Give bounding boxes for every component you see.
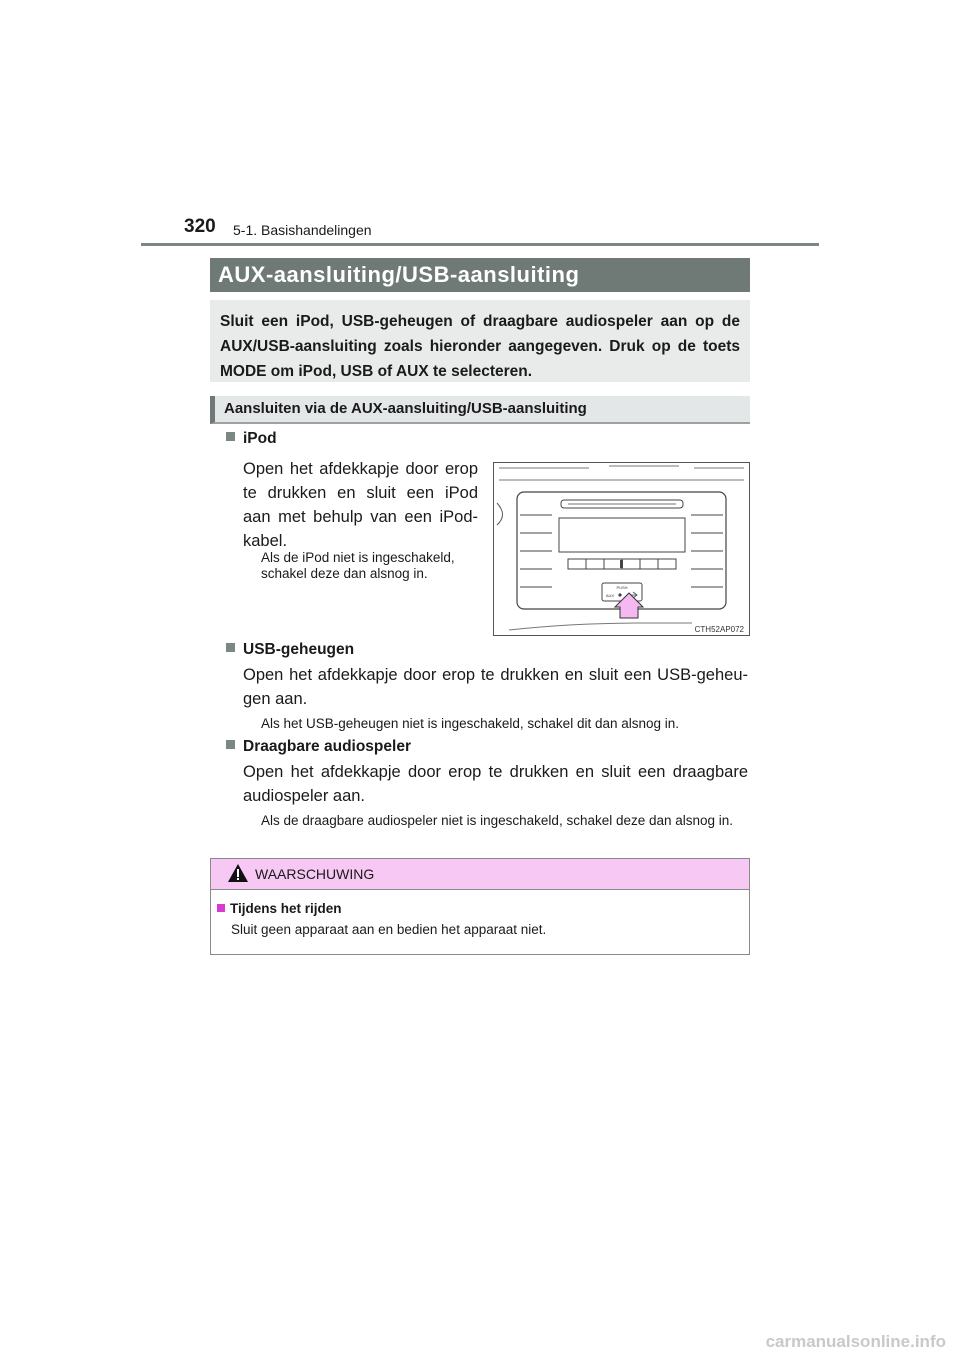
warning-item-text: Sluit geen apparaat aan en bedien het apparaat niet. (231, 922, 547, 937)
warning-header (211, 859, 749, 890)
item-note-usb: Als het USB-geheugen niet is ingeschakeld, schakel dit dan alsnog in. (261, 716, 680, 731)
watermark: carmanualsonline.info (765, 1332, 946, 1351)
item-heading-portable: Draagbare audiospeler (226, 738, 411, 756)
bullet-square-icon (226, 432, 235, 441)
item-note-ipod: Als de iPod niet is ingeschakeld, schakel deze dan alsnog in. (261, 550, 455, 581)
warning-label: WAARSCHUWING (255, 866, 375, 882)
item-note-portable: Als de draagbare audiospeler niet is ingeschakeld, schakel deze dan alsnog in. (261, 813, 734, 828)
panel-label: PUSH (616, 585, 628, 590)
warning-item-heading: Tijdens het rijden (217, 901, 342, 916)
item-text-usb: Open het afdekkapje door erop te drukken en sluit een USB-geheu-gen aan. (243, 666, 748, 708)
page-number: 320 (184, 216, 216, 237)
jack-label: AUX (605, 593, 615, 598)
item-heading-ipod: iPod (226, 430, 277, 448)
figure-code: CTH52AP072 (694, 625, 744, 634)
audio-unit-illustration (494, 463, 749, 635)
item-text-portable: Open het afdekkapje door erop te drukken en sluit een draagbare audiospeler aan. (243, 763, 748, 805)
intro-box: Sluit een iPod, USB-geheugen of draagbare audiospeler aan op de AUX/USB-aansluiting zoals hieronder aangegeven. Druk op de toets MODE om iPod, USB of AUX te selecteren. (210, 300, 750, 382)
warning-triangle-icon (227, 863, 249, 883)
bullet-square-icon (217, 904, 225, 912)
header-rule (141, 243, 819, 246)
item-text-ipod: Open het afdekkapje door erop te drukken en sluit een iPod aan met behulp van een iPod-kabel. (243, 460, 478, 550)
chapter-title: 5-1. Basishandelingen (233, 222, 372, 238)
section-title-bar: AUX-aansluiting/USB-aansluiting (210, 258, 750, 292)
bullet-square-icon (226, 740, 235, 749)
audio-unit-figure (493, 462, 750, 636)
subsection-heading: Aansluiten via de AUX-aansluiting/USB-aansluiting (210, 396, 750, 424)
item-heading-usb: USB-geheugen (226, 641, 354, 659)
warning-box (210, 858, 750, 955)
bullet-square-icon (226, 643, 235, 652)
